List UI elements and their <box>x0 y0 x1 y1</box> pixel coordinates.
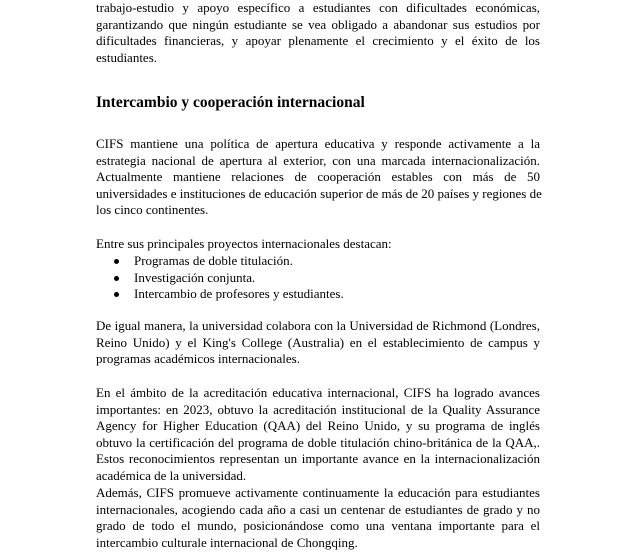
text-line: Estos reconocimientos representan un importante avance en la internacionalización <box>96 451 540 467</box>
text-line: importantes: en 2023, obtuvo la acreditación institucional de la Quality Assurance <box>96 401 540 417</box>
bullet-icon <box>114 292 119 297</box>
text-line: CIFS mantiene una política de apertura educativa y responde activamente a la <box>96 136 540 151</box>
text-line: estudiantes. <box>96 49 158 65</box>
projects-list <box>114 253 344 303</box>
text-line: grado de todo el mundo, posicionándose como una ventana importante para el <box>96 518 540 534</box>
text-line: obtuvo la certificación del programa de doble titulación chino-británica de la QAA,. <box>96 434 540 450</box>
text-line: los cinco continentes. <box>96 202 209 218</box>
text-line: trabajo-estudio y apoyo específico a estudiantes con dificultades económicas, <box>96 0 540 15</box>
text-line: universidades e instituciones de educación superior de más de 20 países y regiones de <box>96 185 542 201</box>
bullet-icon <box>114 276 119 281</box>
text-line: académica de la universidad. <box>96 467 247 483</box>
text-line: internacionales, acogiendo cada año a casi un centenar de estudiantes de grado y no <box>96 501 540 517</box>
list-item-text: Programas de doble titulación. <box>134 253 293 268</box>
text-line: De igual manera, la universidad colabora con la Universidad de Richmond (Londres, <box>96 318 540 333</box>
list-item-text: Intercambio de profesores y estudiantes. <box>134 286 344 302</box>
text-line: estrategia nacional de apertura al exterior, con una marcada internacionalización. <box>96 152 540 168</box>
text-line: Además, CIFS promueve activamente continuamente la educación para estudiantes <box>96 485 540 500</box>
text-line: programas académicos internacionales. <box>96 351 300 367</box>
list-item <box>114 270 344 287</box>
paragraph-international-students <box>96 485 540 551</box>
paragraph-cifs <box>96 136 540 219</box>
projects-intro <box>96 236 540 253</box>
list-item <box>114 286 344 303</box>
text-line: Entre sus principales proyectos internacionales destacan: <box>96 236 392 251</box>
paragraph-collaboration <box>96 318 540 368</box>
text-line: intercambio culturale internacional de Chongqing. <box>96 534 358 550</box>
list-item <box>114 253 344 270</box>
text-line: garantizando que ningún estudiante se vea obligado a abandonar sus estudios por <box>96 16 540 32</box>
paragraph-accreditation <box>96 385 540 485</box>
section-heading: Intercambio y cooperación internacional <box>96 94 365 111</box>
list-item-text: Investigación conjunta. <box>134 269 256 285</box>
text-line: En el ámbito de la acreditación educativa internacional, CIFS ha logrado avances <box>96 385 540 400</box>
text-line: Actualmente mantiene relaciones de cooperación estables con más de 50 <box>96 169 540 185</box>
paragraph-intro <box>96 0 540 66</box>
text-line: Reino Unido) y el King's College (Australia) en el establecimiento de campus y <box>96 334 540 350</box>
text-line: Agency for Higher Education (QAA) del Reino Unido, y su programa de inglés <box>96 418 540 434</box>
bullet-icon <box>114 259 119 264</box>
text-line: dificultades financieras, y apoyar plenamente el crecimiento y el éxito de los <box>96 33 540 49</box>
